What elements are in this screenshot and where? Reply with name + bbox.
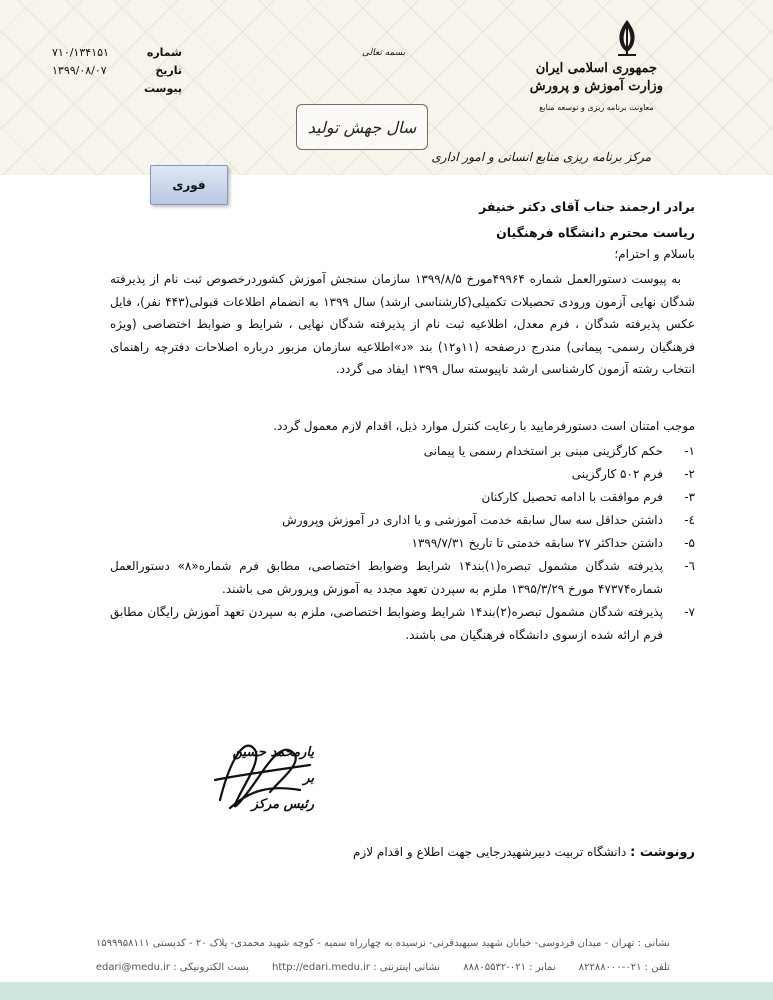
list-item-text: فرم موافقت با ادامه تحصیل کارکنان xyxy=(481,490,663,504)
recipient-line-2: ریاست محترم دانشگاه فرهنگیان xyxy=(496,225,695,240)
list-item-text: داشتن حداکثر ۲۷ سابقه خدمتی تا تاریخ ۱۳۹۹/۷/۳۱ xyxy=(411,536,663,550)
list-item-number: ۲- xyxy=(684,467,695,481)
letter-date: ۱۳۹۹/۰۸/۰۷ xyxy=(52,64,107,77)
footer-address: نشانی : تهران - میدان فردوسی- خیابان شهید سپهبدقرنی- نرسیده به چهارراه سمیه - کوچه شهید محمدی- پلاک ۲۰ - کدپستی ۱۵۹۹۹۵۸۱۱۱ xyxy=(95,938,670,949)
list-item-text: پذیرفته شدگان مشمول تبصره(۲)بند۱۴ شرایط وضوابط اختصاصی، ملزم به سپردن تعهد آموزش رایگان مطابق فرم ارائه شده ازسوی دانشگاه فرهنگیان می باشند. xyxy=(110,605,663,642)
footer-website[interactable]: http://edari.medu.ir xyxy=(272,962,371,973)
letter-meta xyxy=(52,44,182,98)
main-paragraph-text: به پیوست دستورالعمل شماره ۴۹۹۶۴مورخ ۱۳۹۹/۸/۵ سازمان سنجش آموزش کشوردرخصوص ثبت نام از پذیرفته شدگان نهایی آزمون ورودی تحصیلات تکمیلی(کارشناسی ارشد) سال ۱۳۹۹ به انضمام اطلاعات قبولی(۴۴۳ نفر)، فایل عکس پذیرفته شدگان ، فرم معدل، اطلاعیه ثبت نام از پذیرفته شدگان نهایی ، شرایط و ضوابط اختصاصی (ویژه فرهنگیان رسمی- پیمانی) مندرج درصفحه (۱۱و۱۲) بند «د»اطلاعیه سازمان مزبور درباره اصلاحات دفترچه راهنمای انتخاب رشته آزمون کارشناسی ارشد ناپیوسته سال ۱۳۹۹ ایفاد می گردد. xyxy=(110,272,695,376)
footer-email-label: پست الکترونیکی : xyxy=(173,962,249,973)
letter-number: ۷۱۰/۱۳۴۱۵۱ xyxy=(52,46,109,59)
intro-sentence: موجب امتنان است دستورفرمایید با رعایت کنترل موارد ذیل، اقدام لازم معمول گردد. xyxy=(273,419,695,433)
footer-bar xyxy=(0,982,773,1000)
greeting: باسلام و احترام؛ xyxy=(614,247,695,261)
iran-emblem-icon xyxy=(612,18,642,58)
list-item-number: ٤- xyxy=(684,513,695,527)
list-item-text: حکم کارگزینی مبنی بر استخدام رسمی یا پیمانی xyxy=(423,444,663,458)
list-item xyxy=(110,555,695,601)
list-item-number: ۳- xyxy=(684,490,695,504)
list-item xyxy=(110,532,695,555)
signatory-title: رئیس مرکز xyxy=(251,797,314,812)
recipient-line-1: برادر ارجمند جناب آقای دکتر خنیفر xyxy=(479,199,695,214)
attachment-label: پیوست xyxy=(144,82,182,95)
footer-email[interactable]: edari@medu.ir xyxy=(95,962,171,973)
footer-website-label: نشانی اینترنتی : xyxy=(373,962,441,973)
footer-contacts xyxy=(70,962,670,973)
ministry-line-2: وزارت آموزش و پرورش xyxy=(529,79,663,94)
recipient xyxy=(110,194,695,246)
cc-text: دانشگاه تربیت دبیرشهیدرجایی جهت اطلاع و اقدام لازم xyxy=(353,845,627,859)
list-item-number: ۱- xyxy=(684,444,695,458)
signatory-name: یارمحمد حسین بر xyxy=(232,745,314,786)
list-item-text: داشتن حداقل سه سال سابقه خدمت آموزشی و یا اداری در آموزش وپرورش xyxy=(282,513,663,527)
list-item xyxy=(110,440,695,463)
number-label: شماره xyxy=(146,46,182,59)
signatory xyxy=(222,740,314,818)
list-item xyxy=(110,601,695,647)
besmeh: بسمه تعالی xyxy=(362,48,406,58)
year-motto-badge: سال جهش تولید xyxy=(296,104,428,150)
list-item xyxy=(110,463,695,486)
list-item-number: ٦- xyxy=(684,559,695,573)
footer-fax: نمابر : ۰۲۱-۸۸۸۰۵۵۳۲ xyxy=(463,962,556,973)
list-item xyxy=(110,486,695,509)
center-name: مرکز برنامه ریزی منابع انسانی و امور اداری xyxy=(431,150,651,164)
ministry-sub: معاونت برنامه ریزی و توسعه منابع xyxy=(539,103,654,112)
date-label: تاریخ xyxy=(155,64,182,77)
list-item-text: فرم ۵۰۲ کارگزینی xyxy=(571,467,663,481)
main-paragraph xyxy=(110,268,695,381)
urgent-stamp: فوری xyxy=(150,165,228,205)
requirements-list xyxy=(110,440,695,647)
list-item-text: پذیرفته شدگان مشمول تبصره(۱)بند۱۴ شرایط وضوابط اختصاصی، مطابق فرم شماره«۸» دستورالعمل شماره۴۷۳۷۴ مورخ ۱۳۹۵/۳/۲۹ ملزم به سپردن تعهد مجدد به آموزش وپرورش می باشند. xyxy=(110,559,663,596)
ministry-line-1: جمهوری اسلامی ایران xyxy=(535,61,658,76)
cc-label: رونوشت : xyxy=(630,845,695,860)
list-item-number: ۵- xyxy=(684,536,695,550)
list-item-number: ۷- xyxy=(684,605,695,619)
footer xyxy=(0,928,773,1000)
ministry-name xyxy=(530,60,663,117)
footer-phone: تلفن : ۰۲۱-۸۲۲۸۸۰۰۰ xyxy=(578,962,670,973)
list-item xyxy=(110,509,695,532)
carbon-copy xyxy=(110,845,695,860)
